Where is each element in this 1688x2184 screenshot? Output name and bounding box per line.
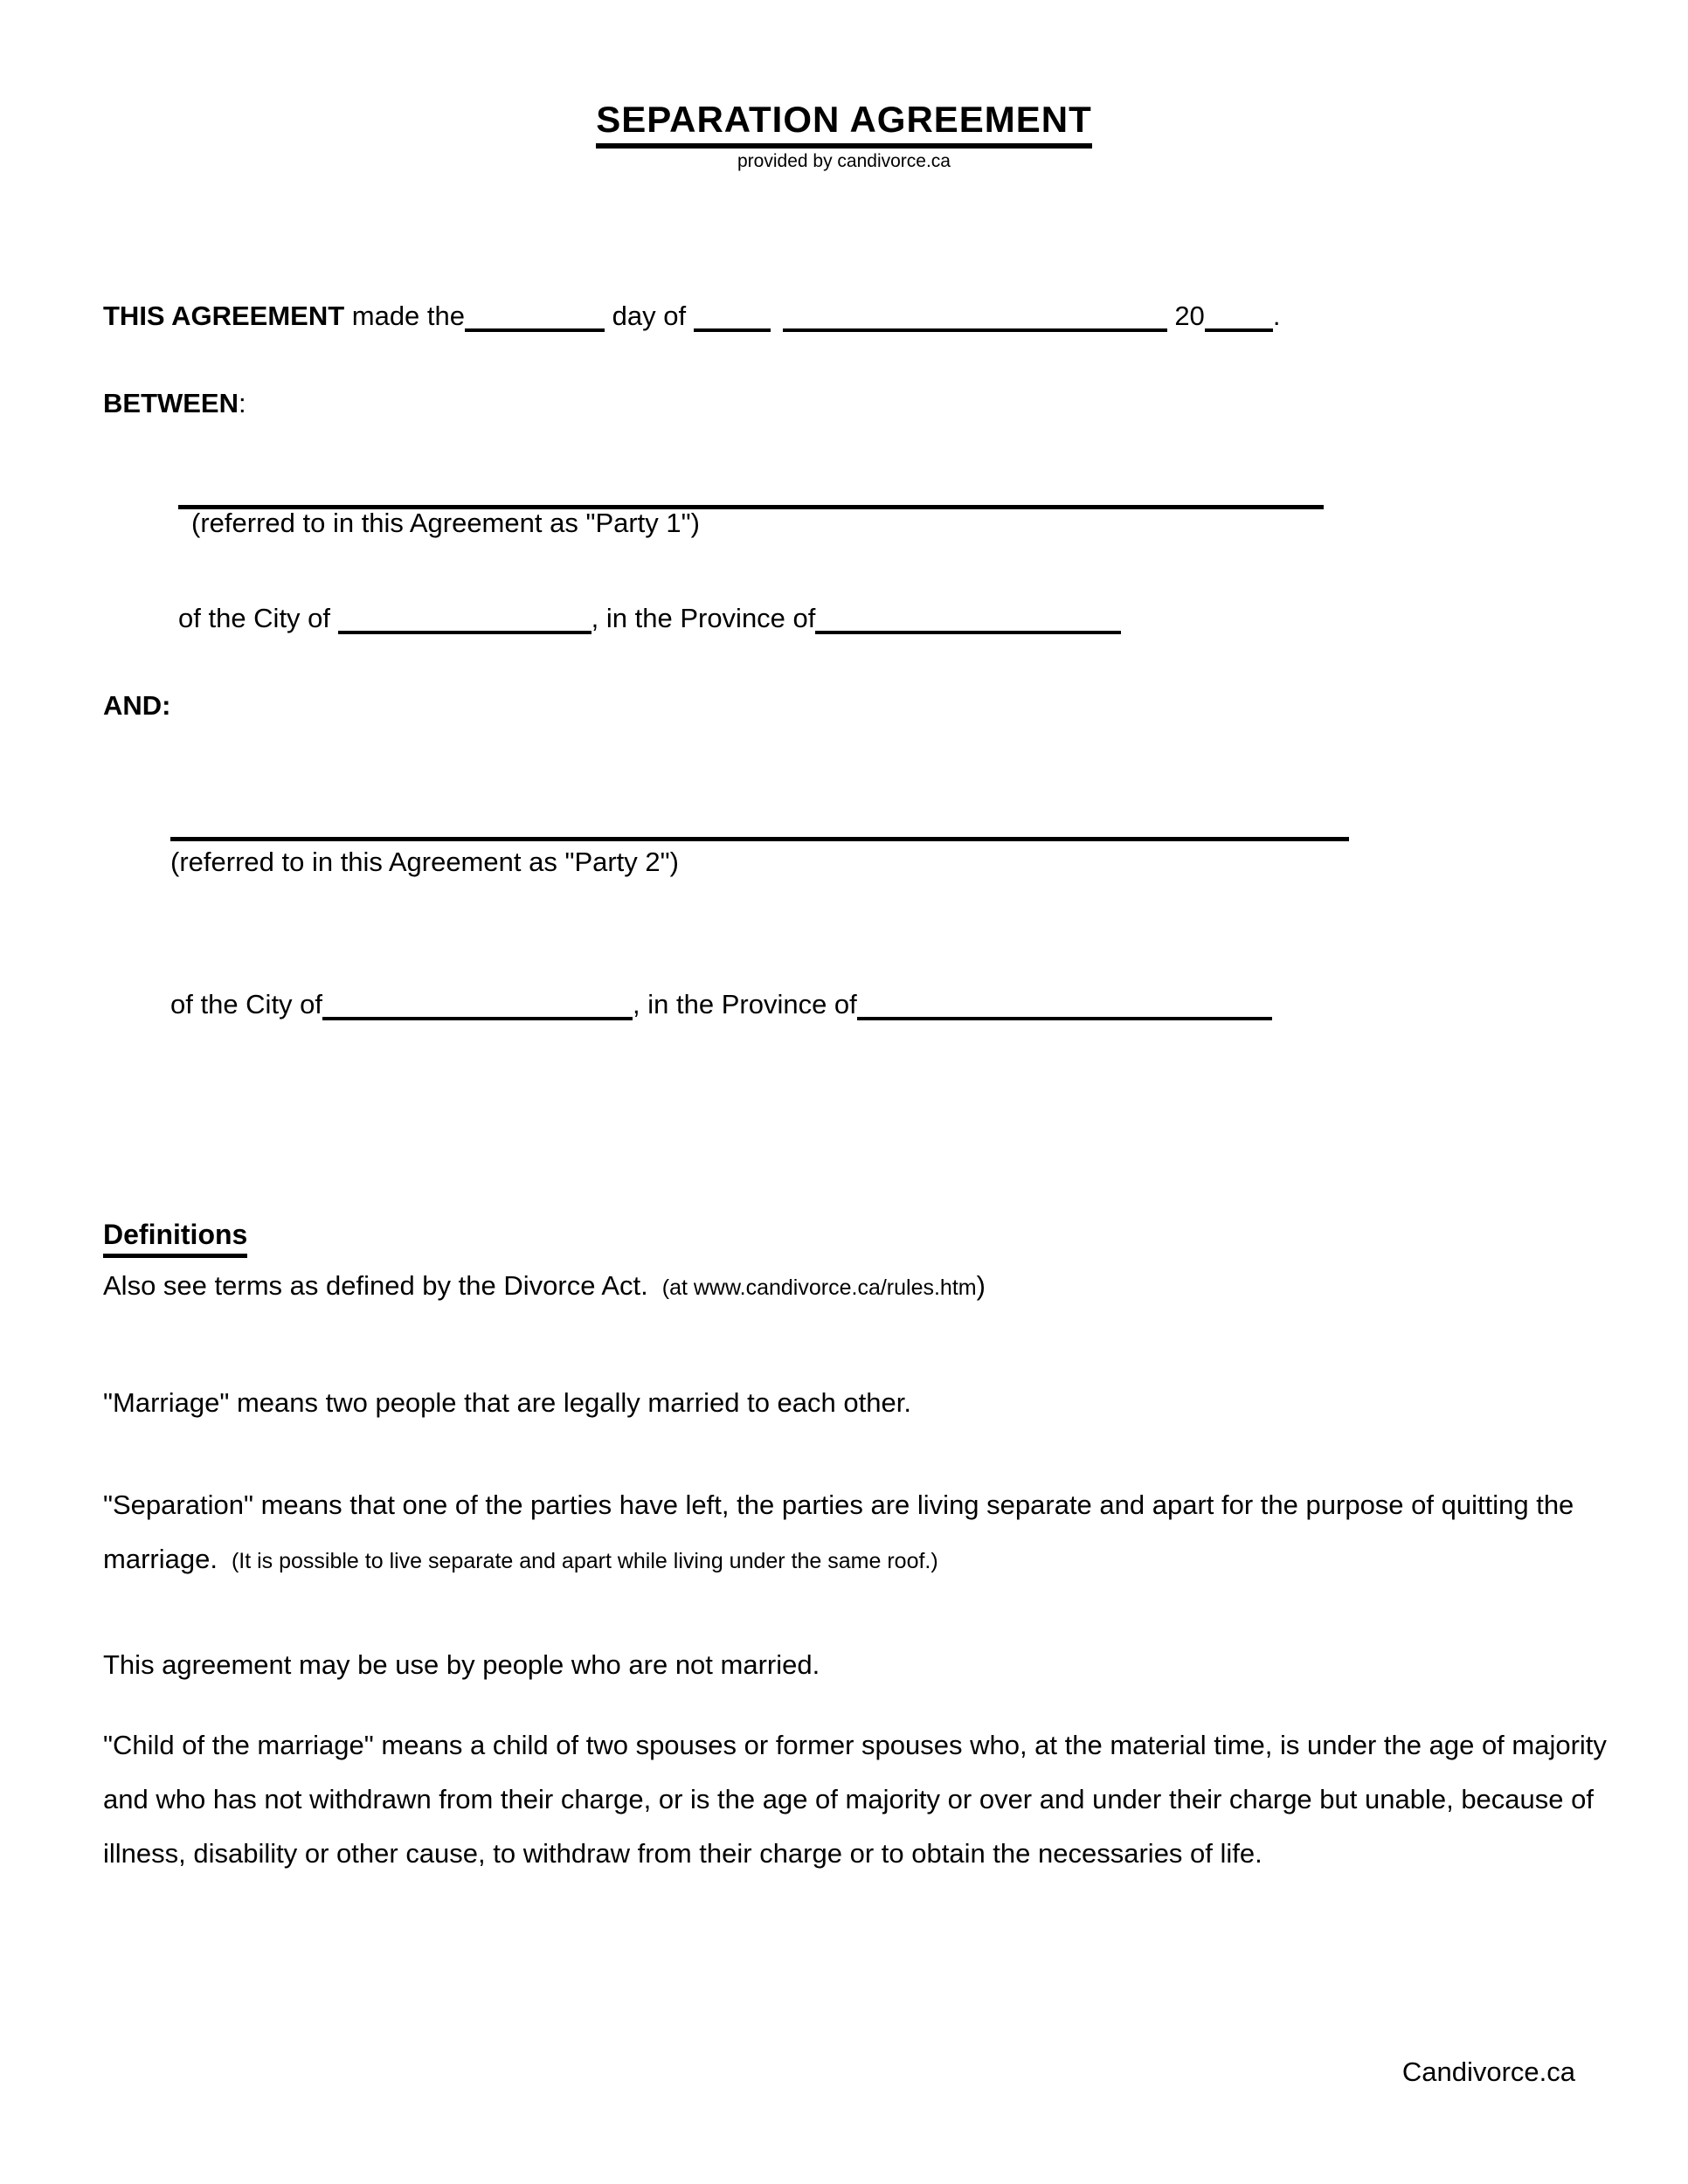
separation-note: (It is possible to live separate and apart while living under the same roof.) [231,1549,938,1573]
month-short-blank [694,328,771,332]
footer-brand: Candivorce.ca [1401,2056,1575,2087]
document-header [0,100,1688,172]
party1-city-province-line [178,603,1121,634]
also-see-text: Also see terms as defined by the Divorce Act. [103,1270,648,1301]
party1-referred-note: (referred to in this Agreement as "Party 1") [191,508,700,538]
also-see-line [103,1270,986,1302]
party1-city-blank [338,631,591,634]
party2-city-blank [322,1017,633,1020]
and-label: AND: [103,690,171,721]
party2-city-province-line [170,989,1272,1020]
agreement-label: THIS AGREEMENT [103,301,345,331]
not-married-note: This agreement may be use by people who are not married. [103,1649,820,1680]
party2-referred-note: (referred to in this Agreement as "Party 2") [170,847,679,877]
day-of-text: day of [605,301,694,331]
separation-definition [103,1478,1628,1588]
party2-province-blank [857,1017,1272,1020]
month-long-blank [783,328,1167,332]
year-prefix-text: 20 [1166,301,1205,331]
party2-city-prefix: of the City of [170,989,323,1019]
rules-url-note: (at www.candivorce.ca/rules.htm [661,1275,977,1300]
made-the-text: made the [344,301,466,331]
party1-province-prefix: , in the Province of [591,603,816,633]
party1-city-prefix: of the City of [178,603,338,633]
party2-name-line [170,837,1349,841]
period-text: . [1272,301,1281,331]
marriage-definition: "Marriage" means two people that are legally married to each other. [103,1387,911,1418]
year-blank [1205,328,1273,332]
definitions-heading: Definitions [103,1218,247,1258]
between-colon: : [239,388,246,418]
rules-url-close-paren: ) [976,1270,986,1301]
party1-province-blank [815,631,1121,634]
between-word: BETWEEN [103,388,239,418]
between-label [103,388,246,419]
document-title: SEPARATION AGREEMENT [596,100,1092,149]
document-subtitle: provided by candivorce.ca [737,151,951,172]
agreement-date-line [103,299,1280,334]
child-of-marriage-definition: "Child of the marriage" means a child of two spouses or former spouses who, at the material time, is under the age of majority and who has not withdrawn from their charge, or is the age of majority or over and under their charge but unable, because of illness, disability or other cause, to withdraw from their charge or to obtain the necessaries of life. [103,1730,1607,1869]
separation-text: "Separation" means that one of the parties have left, the parties are living separate and apart for the purpose of quitting the marriage. [103,1489,1574,1574]
day-number-blank [465,328,605,332]
party2-province-prefix: , in the Province of [633,989,857,1019]
